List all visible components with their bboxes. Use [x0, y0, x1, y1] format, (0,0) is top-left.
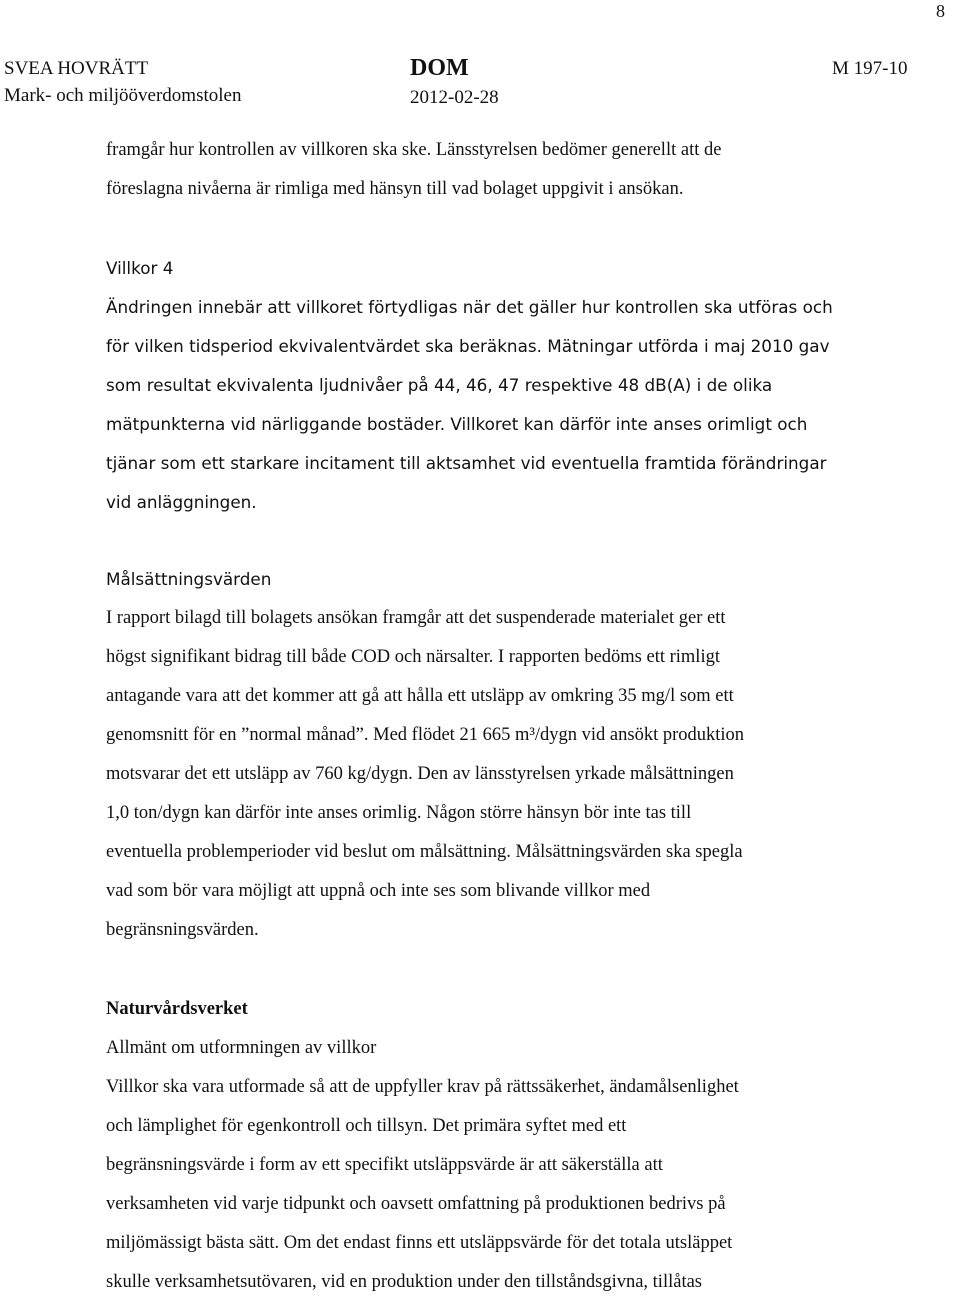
section-heading: Målsättningsvärden [106, 569, 272, 589]
court-name: SVEA HOVRÄTT [4, 58, 149, 79]
text-line: begränsningsvärden. [106, 920, 259, 940]
text-line: begränsningsvärde i form av ett specifikt utsläppsvärde är att säkerställa att [106, 1155, 663, 1175]
text-line: som resultat ekvivalenta ljudnivåer på 44, 46, 47 respektive 48 dB(A) i de olika [106, 375, 773, 395]
section-heading: Naturvårdsverket [106, 999, 248, 1019]
page-number: 8 [936, 1, 945, 21]
text-line: antagande vara att det kommer att gå att hålla ett utsläpp av omkring 35 mg/l som ett [106, 686, 734, 706]
text-line: högst signifikant bidrag till både COD och närsalter. I rapporten bedöms ett rimligt [106, 647, 720, 667]
document-date: 2012-02-28 [410, 87, 499, 108]
text-line: verksamheten vid varje tidpunkt och oavsett omfattning på produktionen bedrivs på [106, 1194, 726, 1214]
text-segment: för vilken tidsperiod ekvivalentvärdet ska beräknas. [106, 336, 542, 356]
text-line: miljömässigt bästa sätt. Om det endast finns ett utsläppsvärde för det totala utsläppet [106, 1233, 733, 1253]
text-line: eventuella problemperioder vid beslut om målsättning. Målsättningsvärden ska spegla [106, 842, 743, 862]
text-line [106, 327, 906, 366]
text-line: skulle verksamhetsutövaren, vid en produktion under den tillståndsgivna, tillåtas [106, 1272, 702, 1292]
text-line: vid anläggningen. [106, 492, 257, 512]
text-line: tjänar som ett starkare incitament till aktsamhet vid eventuella framtida förändringar [106, 453, 827, 473]
text-segment: Mätningar utförda i maj 2010 gav [541, 336, 830, 356]
text-line: mätpunkterna vid närliggande bostäder. Villkoret kan därför inte anses orimligt och [106, 414, 808, 434]
text-line: 1,0 ton/dygn kan därför inte anses orimlig. Någon större hänsyn bör inte tas till [106, 803, 692, 823]
text-line: vad som bör vara möjligt att uppnå och inte ses som blivande villkor med [106, 881, 651, 901]
section-subheading: Allmänt om utformningen av villkor [106, 1038, 377, 1058]
case-number: M 197-10 [832, 58, 908, 79]
section-malsattningsvarden [106, 560, 906, 950]
text-line: Villkor ska vara utformade så att de uppfyller krav på rättssäkerhet, ändamålsenlighet [106, 1077, 739, 1097]
text-line: genomsnitt för en ”normal månad”. Med flödet 21 665 m³/dygn vid ansökt produktion [106, 725, 745, 745]
text-line: och lämplighet för egenkontroll och tillsyn. Det primära syftet med ett [106, 1116, 627, 1136]
text-line: motsvarar det ett utsläpp av 760 kg/dygn. Den av länsstyrelsen yrkade målsättningen [106, 764, 734, 784]
section-heading: Villkor 4 [106, 258, 174, 278]
document-type: DOM [410, 55, 469, 81]
text-line: föreslagna nivåerna är rimliga med hänsyn till vad bolaget uppgivit i ansökan. [106, 179, 684, 199]
text-line: Ändringen innebär att villkoret förtydligas när det gäller hur kontrollen ska utföras och [106, 297, 833, 317]
text-line: I rapport bilagd till bolagets ansökan framgår att det suspenderade materialet ger ett [106, 608, 726, 628]
paragraph-intro [106, 131, 906, 209]
section-naturvardsverket [106, 990, 906, 1302]
section-villkor-4 [106, 249, 906, 522]
text-line: framgår hur kontrollen av villkoren ska ske. Länsstyrelsen bedömer generellt att de [106, 140, 722, 160]
court-subname: Mark- och miljööverdomstolen [4, 85, 242, 106]
